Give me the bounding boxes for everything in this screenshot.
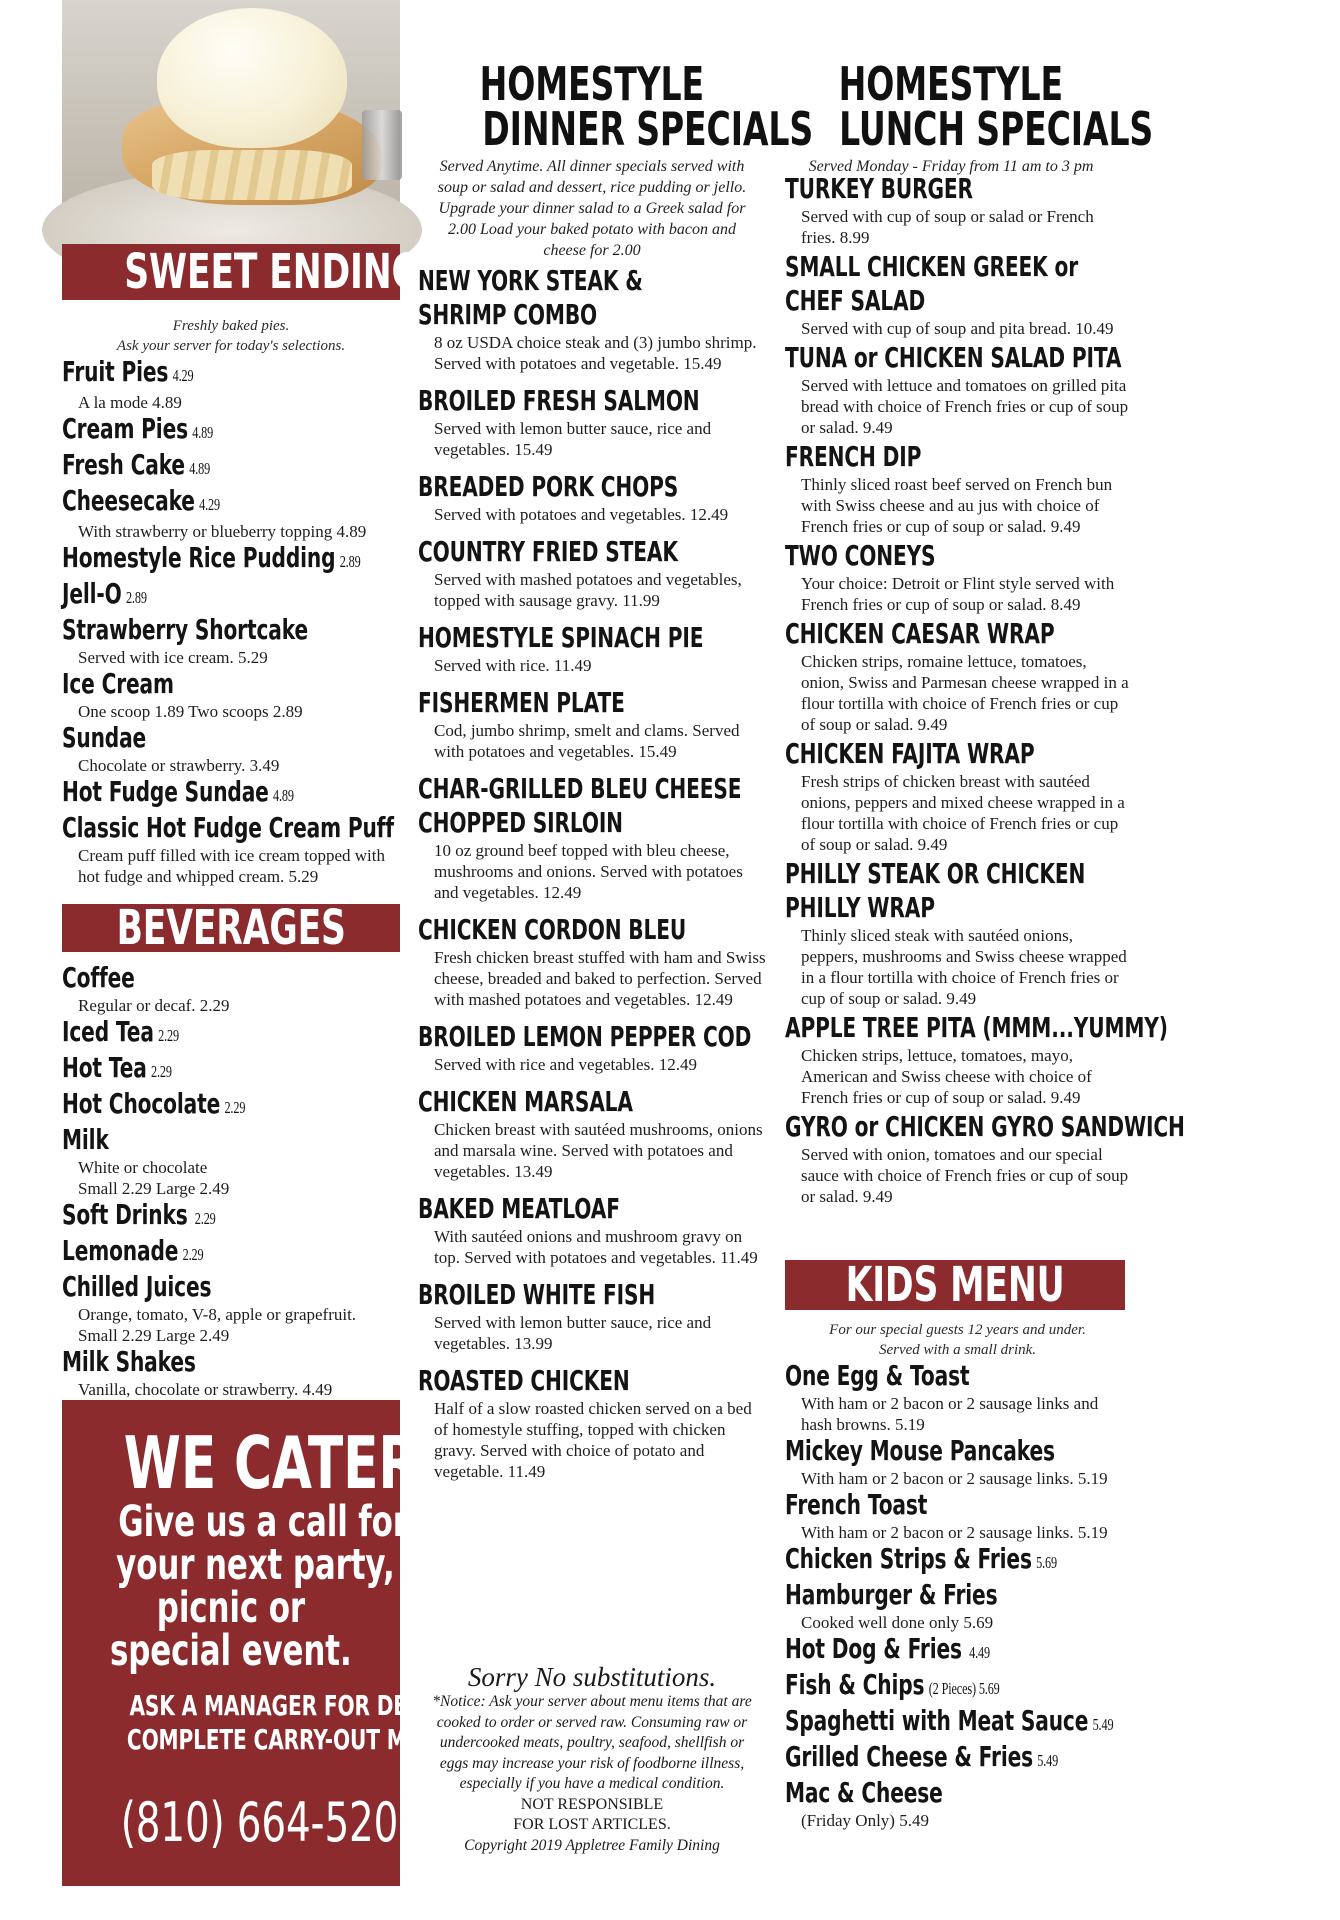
item-name: Fish & Chips [785,1668,925,1701]
item-description: Served with ice cream. 5.29 [78,648,268,667]
lunch-title-1: HOMESTYLE [838,57,1064,111]
menu-item [62,812,400,887]
menu-item [62,578,400,614]
menu-item [62,722,400,776]
item-name: Hot Fudge Sundae [62,775,269,808]
cater-headline: WE CATER! [123,1421,442,1505]
special-description: With sautéed onions and mushroom gravy on top. Served with potatoes and vegetables. 11.49 [434,1227,758,1267]
special-description: Served with onion, tomatoes and our special sauce with choice of French fries or cup of soup or salad. 9.49 [801,1145,1129,1206]
item-name: Cheesecake [62,484,195,517]
special-description: Thinly sliced steak with sautéed onions, peppers, mushrooms and Swiss cheese wrapped in a flour tortilla with choice of French fries or cup of soup or salad. 9.49 [801,926,1127,1008]
special-name: PHILLY STEAK OR CHICKEN [785,857,1086,890]
special-item [785,1110,1185,1207]
special-description: Your choice: Detroit or Flint style served with French fries or cup of soup or salad. 8.49 [801,574,1115,614]
special-description: Served with lemon butter sauce, rice and vegetables. 13.99 [434,1313,712,1353]
special-item [785,172,1130,248]
menu-item [62,668,400,722]
special-name-2: CHOPPED SIRLOIN [418,806,623,839]
item-title-line [62,356,193,392]
special-item [418,384,768,460]
special-name: COUNTRY FRIED STEAK [418,535,678,568]
special-name: BROILED WHITE FISH [418,1278,656,1311]
item-name: Ice Cream [62,667,174,700]
item-description: With ham or 2 bacon or 2 sausage links. 5.19 [801,1523,1108,1542]
item-name: Hot Chocolate [62,1087,221,1120]
item-name: Mac & Cheese [785,1776,943,1809]
food-warning: *Notice: Ask your server about menu items that are cooked to order or served raw. Consuming raw or undercooked meats, poultry, seafood, shellfish or eggs may increase your risk of foodborne illness, especially if you have a medical condition. [432,1693,752,1792]
item-price: 2.89 [339,552,361,571]
special-item [418,1192,768,1268]
item-price: 4.29 [172,366,194,385]
dinner-intro: Served Anytime. All dinner specials served with soup or salad and dessert, rice pudding or jello. Upgrade your dinner salad to a Greek salad for 2.00 Load your baked potato with bacon and cheese for 2.00 [437,158,747,259]
kids-intro: For our special guests 12 years and under. Served with a small drink. [829,1322,1086,1358]
special-name: ROASTED CHICKEN [418,1364,630,1397]
item-description: With ham or 2 bacon or 2 sausage links and hash browns. 5.19 [801,1394,1099,1434]
special-item [785,1011,1168,1108]
item-price: 4.89 [192,423,214,442]
item-description: A la mode 4.89 [78,393,182,412]
menu-item [62,614,400,668]
special-name: TURKEY BURGER [785,172,973,205]
no-substitutions: Sorry No substitutions. [467,1662,717,1692]
item-title-line [785,1543,1057,1579]
sweet-endings-list [62,356,400,887]
menu-item [62,413,400,449]
item-price: 4.29 [199,495,220,514]
item-price: (2 Pieces) 5.69 [928,1679,1000,1698]
item-name: Milk Shakes [62,1345,196,1378]
item-description: One scoop 1.89 Two scoops 2.89 [78,702,303,721]
lunch-list [785,172,1185,1207]
item-name: Sundae [62,721,147,754]
kids-section [785,1320,1130,1831]
sweet-endings-banner [62,244,445,300]
item-description: (Friday Only) 5.49 [801,1811,929,1830]
lunch-section [785,172,1185,1209]
dinner-title-1: HOMESTYLE [479,57,705,111]
special-description: Served with potatoes and vegetables. 12.49 [434,505,729,524]
special-item [418,1085,768,1182]
item-name: Mickey Mouse Pancakes [785,1434,1055,1467]
special-description: Served with lemon butter sauce, rice and vegetables. 15.49 [434,419,712,459]
menu-item [62,356,400,413]
not-responsible-2: FOR LOST ARTICLES. [513,1816,671,1833]
item-price: 5.49 [1037,1751,1059,1770]
item-name: Strawberry Shortcake [62,613,308,646]
item-price: 2.29 [224,1098,246,1117]
special-name-2: PHILLY WRAP [785,891,935,924]
menu-item [62,962,400,1016]
menu-item [62,1235,400,1271]
item-price: 5.49 [1092,1715,1114,1734]
item-description: Regular or decaf. 2.29 [78,996,230,1015]
special-name-2: SHRIMP COMBO [418,298,598,331]
apple-pie-photo [62,0,400,244]
menu-item [785,1489,1130,1543]
lunch-title-2: LUNCH SPECIALS [839,102,1154,156]
special-name: CHICKEN CAESAR WRAP [785,617,1055,650]
item-price: 2.29 [151,1062,172,1081]
item-title-line [62,542,361,578]
special-name: CHICKEN FAJITA WRAP [785,737,1035,770]
beverages-section [62,962,400,1400]
dinner-list [418,264,768,1482]
cater-ask-1: ASK A MANAGER FOR DETAILS. [129,1689,477,1722]
item-name: French Toast [785,1488,928,1521]
menu-item [785,1360,1130,1435]
special-item [418,1364,768,1482]
special-description: Served with cup of soup and pita bread. 10.49 [801,319,1114,338]
cater-line-3: picnic or [156,1583,306,1633]
item-title-line [62,578,147,614]
item-description-2: Small 2.29 Large 2.49 [78,1179,230,1198]
special-name: CHICKEN MARSALA [418,1085,633,1118]
item-title-line [785,1705,1113,1741]
item-name: Homestyle Rice Pudding [62,541,336,574]
special-item [785,539,1130,615]
special-description: Cod, jumbo shrimp, smelt and clams. Served with potatoes and vegetables. 15.49 [434,721,740,761]
item-price: 2.89 [125,588,147,607]
special-item [785,250,1130,339]
special-name: BROILED FRESH SALMON [418,384,700,417]
special-item [785,617,1130,735]
menu-item [62,776,400,812]
item-title-line [785,1669,1000,1705]
special-description: 10 oz ground beef topped with bleu cheese, mushrooms and onions. Served with potatoes and vegetables. 12.49 [434,841,743,902]
item-title-line [62,1235,203,1271]
sweet-endings-title: SWEET ENDINGS [124,244,445,300]
item-price: 2.29 [182,1245,204,1264]
menu-item [62,1016,400,1052]
item-name: Spaghetti with Meat Sauce [785,1704,1089,1737]
beverages-banner [62,900,400,956]
special-item [785,341,1130,438]
item-name: Jell-O [62,577,122,610]
kids-list [785,1360,1130,1831]
item-name: Chicken Strips & Fries [785,1542,1032,1575]
special-description: Fresh strips of chicken breast with sautéed onions, peppers and mixed cheese wrapped in a flour tortilla with choice of French fries or cup of soup or salad. 9.49 [801,772,1125,854]
menu-item [62,1052,400,1088]
special-description: Chicken breast with sautéed mushrooms, onions and marsala wine. Served with potatoes and vegetables. 13.49 [434,1120,763,1181]
menu-item [785,1543,1130,1579]
lunch-intro: Served Monday - Friday from 11 am to 3 pm [808,158,1094,175]
notice-block [418,1662,766,1856]
menu-item [785,1579,1130,1633]
not-responsible-1: NOT RESPONSIBLE [520,1795,664,1813]
item-title-line [785,1633,990,1669]
item-description: Orange, tomato, V-8, apple or grapefruit. [78,1305,357,1324]
special-item [418,470,768,525]
item-title-line [62,1016,179,1052]
copyright: Copyright 2019 Appletree Family Dining [464,1836,720,1854]
dinner-title-2: DINNER SPECIALS [482,102,814,156]
special-description: Served with rice and vegetables. 12.49 [434,1055,697,1074]
item-title-line [62,449,210,485]
special-item [418,686,768,762]
item-name: Fresh Cake [62,448,185,481]
menu-item [62,449,400,485]
special-item [785,440,1130,537]
item-description: Cream puff filled with ice cream topped with hot fudge and whipped cream. 5.29 [78,846,386,886]
special-name: FISHERMEN PLATE [418,686,625,719]
menu-item [785,1633,1130,1669]
special-description: Chicken strips, lettuce, tomatoes, mayo, American and Swiss cheese with choice of French fries or cup of soup or salad. 9.49 [801,1046,1092,1107]
menu-item [785,1669,1130,1705]
menu-item [785,1741,1130,1777]
special-name: TUNA or CHICKEN SALAD PITA [785,341,1122,374]
special-item [785,857,1130,1009]
cater-line-1: Give us a call for [118,1497,408,1547]
special-item [418,1020,768,1075]
item-price: 5.69 [1036,1553,1057,1572]
special-item [418,621,768,676]
item-title-line [62,1088,245,1124]
beverages-title: BEVERAGES [116,900,346,956]
menu-item [62,1271,400,1346]
special-description: Served with rice. 11.49 [434,656,592,675]
item-title-line [62,485,220,521]
item-description: With ham or 2 bacon or 2 sausage links. 5.19 [801,1469,1108,1488]
kids-menu-title: KIDS MENU [845,1257,1065,1313]
item-title-line [62,413,213,449]
item-name: Classic Hot Fudge Cream Puff [62,811,394,844]
item-name: Grilled Cheese & Fries [785,1740,1033,1773]
special-item [418,264,768,374]
item-description: With strawberry or blueberry topping 4.89 [78,522,367,541]
menu-item [785,1705,1130,1741]
item-name: Chilled Juices [62,1270,212,1303]
special-name-2: CHEF SALAD [785,284,926,317]
cater-line-4: special event. [110,1626,352,1676]
special-description: Chicken strips, romaine lettuce, tomatoes, onion, Swiss and Parmesan cheese wrapped in a flour tortilla with choice of French fries or cup of soup or salad. 9.49 [801,652,1129,734]
item-name: Coffee [62,961,135,994]
menu-item [62,485,400,542]
special-description: Fresh chicken breast stuffed with ham and Swiss cheese, breaded and baked to perfection. Served with mashed potatoes and vegetables. 12.49 [434,948,766,1009]
item-name: Lemonade [62,1234,179,1267]
special-name: NEW YORK STEAK & [418,264,643,297]
item-description: Vanilla, chocolate or strawberry. 4.49 [78,1380,333,1399]
cater-ask-2: COMPLETE CARRY-OUT MENU. [126,1723,461,1756]
sweet-endings-section [62,316,400,887]
special-name: APPLE TREE PITA (MMM...YUMMY) [785,1011,1168,1044]
kids-menu-banner [785,1257,1125,1313]
special-name: HOMESTYLE SPINACH PIE [418,621,704,654]
special-name: FRENCH DIP [785,440,922,473]
special-item [785,737,1130,855]
item-name: Iced Tea [62,1015,154,1048]
special-item [418,913,768,1010]
dinner-header [418,57,814,261]
beverages-list [62,962,400,1400]
item-name: Cream Pies [62,412,188,445]
special-name: BAKED MEATLOAF [418,1192,620,1225]
special-name: TWO CONEYS [785,539,936,572]
menu-item [785,1435,1130,1489]
cater-phone[interactable]: (810) 664-5200 [120,1791,423,1854]
item-price: 2.29 [158,1026,179,1045]
menu-item [62,1199,400,1235]
special-item [418,1278,768,1354]
special-item [418,772,768,903]
special-description: Served with cup of soup or salad or French fries. 8.99 [801,207,1094,247]
item-name: Milk [62,1123,109,1156]
lunch-header [778,57,1154,177]
menu-item [785,1777,1130,1831]
special-name: SMALL CHICKEN GREEK or [785,250,1079,283]
item-name: Hot Dog & Fries [785,1632,962,1665]
menu-item [62,1346,400,1400]
sweet-endings-intro: Freshly baked pies. Ask your server for today's selections. [116,318,346,354]
item-description-2: Small 2.29 Large 2.49 [78,1326,230,1345]
item-name: One Egg & Toast [785,1359,970,1392]
item-name: Soft Drinks [62,1198,188,1231]
item-price: 2.29 [191,1209,216,1228]
item-title-line [785,1741,1058,1777]
special-name: CHAR-GRILLED BLEU CHEESE [418,772,742,805]
menu-item [62,542,400,578]
item-name: Fruit Pies [62,355,169,388]
item-price: 4.89 [189,459,211,478]
catering-box [62,1400,477,1886]
special-description: Half of a slow roasted chicken served on a bed of homestyle stuffing, topped with chicken gravy. Served with choice of potato and vegetable. 11.49 [434,1399,752,1481]
dinner-section [418,264,768,1492]
special-name: GYRO or CHICKEN GYRO SANDWICH [785,1110,1185,1143]
special-name: BROILED LEMON PEPPER COD [418,1020,752,1053]
cater-line-2: your next party, [116,1540,395,1590]
item-description: Chocolate or strawberry. 3.49 [78,756,280,775]
special-item [418,535,768,611]
item-title-line [62,1199,216,1235]
special-name: BREADED PORK CHOPS [418,470,679,503]
menu-item [62,1088,400,1124]
menu-item [62,1124,400,1199]
item-title-line [62,1052,172,1088]
special-description: 8 oz USDA choice steak and (3) jumbo shrimp. Served with potatoes and vegetable. 15.49 [434,333,757,373]
item-price: 4.89 [273,786,294,805]
special-name: CHICKEN CORDON BLEU [418,913,687,946]
item-title-line [62,776,294,812]
item-description: White or chocolate [78,1158,208,1177]
item-price: 4.49 [966,1643,990,1662]
item-description: Cooked well done only 5.69 [801,1613,994,1632]
special-description: Served with mashed potatoes and vegetables, topped with sausage gravy. 11.99 [434,570,742,610]
item-name: Hot Tea [62,1051,147,1084]
item-name: Hamburger & Fries [785,1578,998,1611]
special-description: Served with lettuce and tomatoes on grilled pita bread with choice of French fries or cup of soup or salad. 9.49 [801,376,1129,437]
special-description: Thinly sliced roast beef served on French bun with Swiss cheese and au jus with choice of French fries or cup of soup or salad. 9.49 [801,475,1113,536]
